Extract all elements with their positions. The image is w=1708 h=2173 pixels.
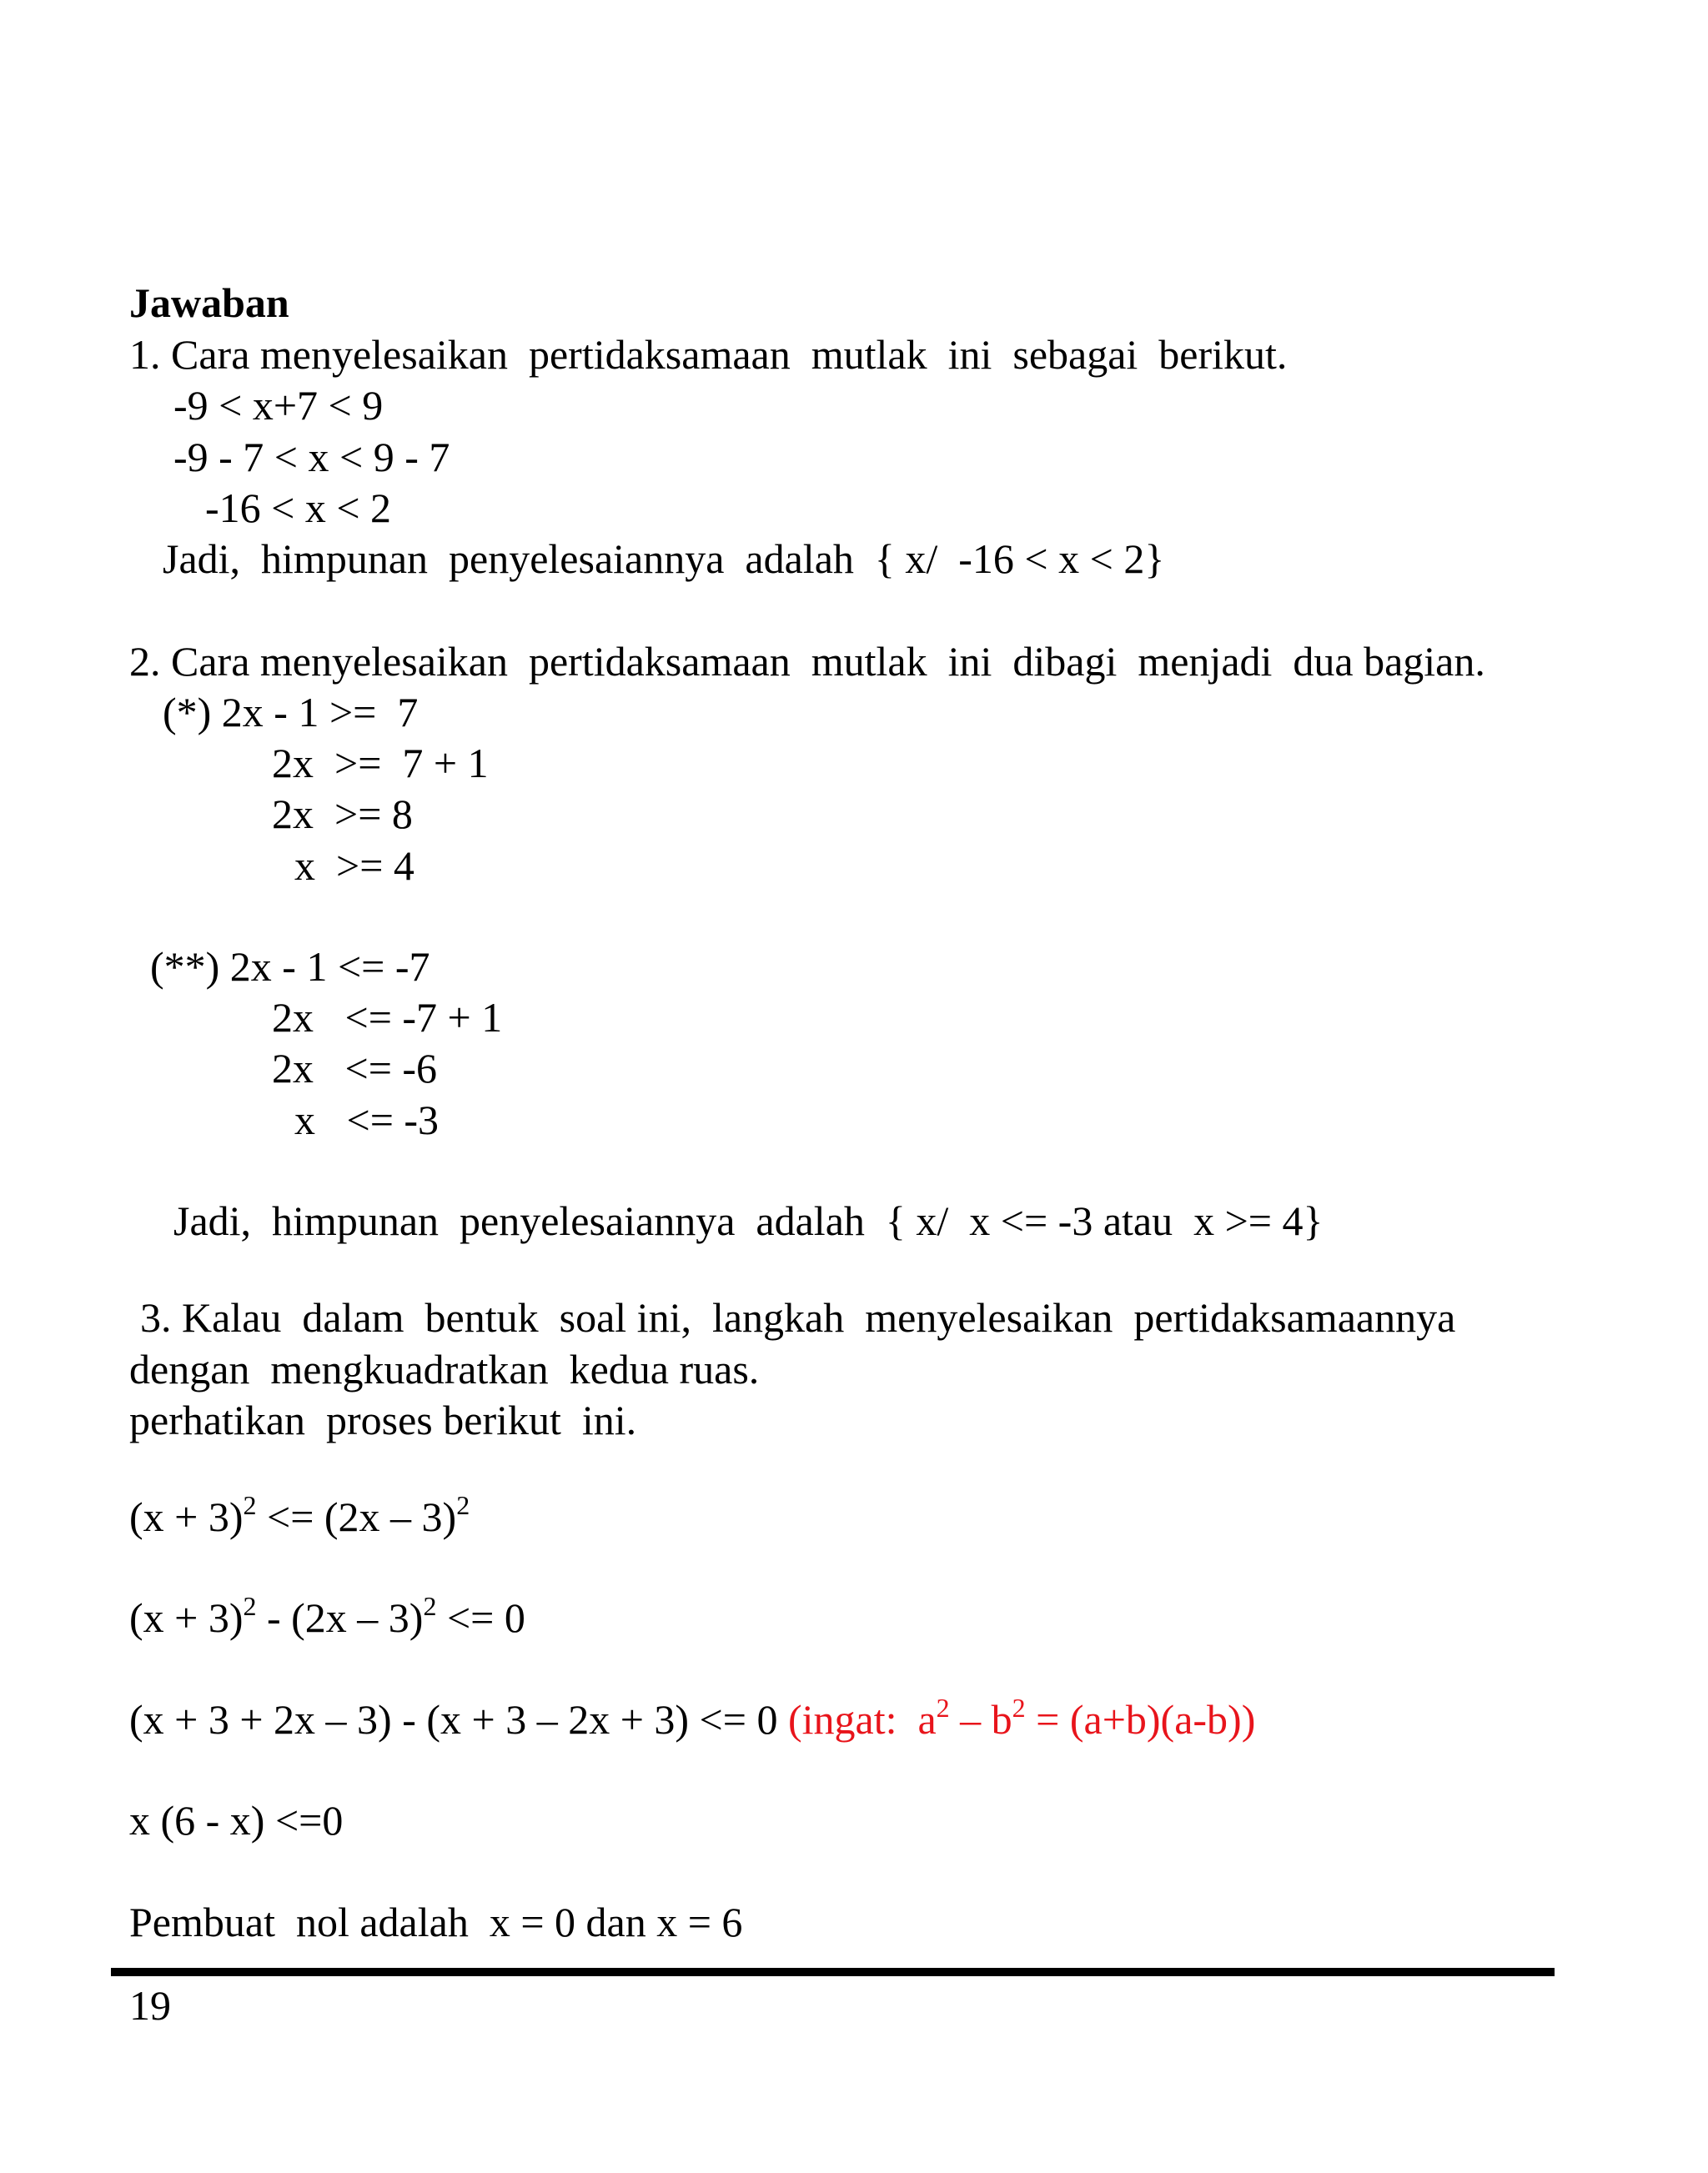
- page-number: 19: [129, 1982, 171, 2029]
- footer-divider: [111, 1968, 1555, 1976]
- problem2-case2-first: (**) 2x - 1 <= -7: [150, 943, 430, 990]
- problem2-case1-step-2: 2x >= 8: [272, 790, 413, 837]
- problem2-case2-step-1: 2x <= -7 + 1: [272, 994, 503, 1041]
- problem2-case1-first: (*) 2x - 1 >= 7: [163, 689, 419, 735]
- note-close: = (a+b)(a-b)): [1025, 1696, 1256, 1743]
- problem2-conclusion: Jadi, himpunan penyelesaiannya adalah { x/ x <= -3 atau x >= 4}: [173, 1197, 1324, 1244]
- eq2-part-a: (x + 3): [129, 1594, 244, 1641]
- problem3-equation-4: x (6 - x) <=0: [129, 1797, 344, 1844]
- eq1-exponent-2: 2: [456, 1490, 470, 1520]
- note-open: (ingat: a: [787, 1696, 937, 1743]
- eq3-main: (x + 3 + 2x – 3) - (x + 3 – 2x + 3) <= 0: [129, 1696, 788, 1743]
- eq1-right: <= (2x – 3): [256, 1493, 457, 1540]
- problem3-zeros: Pembuat nol adalah x = 0 dan x = 6: [129, 1899, 743, 1945]
- problem1-conclusion: Jadi, himpunan penyelesaiannya adalah { x/ -16 < x < 2}: [163, 535, 1165, 582]
- problem3-intro-line2: dengan mengkuadratkan kedua ruas.: [129, 1346, 760, 1393]
- problem2-case2-step-3: x <= -3: [294, 1097, 440, 1143]
- problem2-case1-step-3: x >= 4: [294, 842, 414, 889]
- eq2-exponent-2: 2: [423, 1591, 437, 1621]
- problem2-case1-step-1: 2x >= 7 + 1: [272, 740, 489, 786]
- problem3-equation-2: [129, 1593, 525, 1643]
- identity-note: [787, 1693, 1256, 1743]
- note-exponent-1: 2: [936, 1693, 950, 1723]
- eq1-exponent-1: 2: [243, 1490, 257, 1520]
- problem1-step-1: -9 < x+7 < 9: [173, 382, 384, 429]
- problem1-step-2: -9 - 7 < x < 9 - 7: [173, 434, 450, 480]
- problem3-equation-3: [129, 1694, 1255, 1744]
- problem3-intro-line3: perhatikan proses berikut ini.: [129, 1397, 637, 1443]
- problem2-intro: 2. Cara menyelesaikan pertidaksamaan mutlak ini dibagi menjadi dua bagian.: [129, 638, 1485, 685]
- problem3-intro-line1: 3. Kalau dalam bentuk soal ini, langkah menyelesaikan pertidaksamaannya: [140, 1294, 1456, 1341]
- problem2-case2-step-2: 2x <= -6: [272, 1045, 438, 1092]
- problem1-intro: 1. Cara menyelesaikan pertidaksamaan mutlak ini sebagai berikut.: [129, 331, 1288, 378]
- problem1-step-3: -16 < x < 2: [205, 484, 392, 531]
- eq2-exponent-1: 2: [243, 1591, 257, 1621]
- problem3-equation-1: [129, 1492, 470, 1542]
- note-mid: – b: [949, 1696, 1012, 1743]
- eq1-left: (x + 3): [129, 1493, 244, 1540]
- note-exponent-2: 2: [1012, 1693, 1026, 1723]
- heading: Jawaban: [129, 279, 289, 326]
- eq2-part-c: <= 0: [436, 1594, 525, 1641]
- eq2-part-b: - (2x – 3): [256, 1594, 424, 1641]
